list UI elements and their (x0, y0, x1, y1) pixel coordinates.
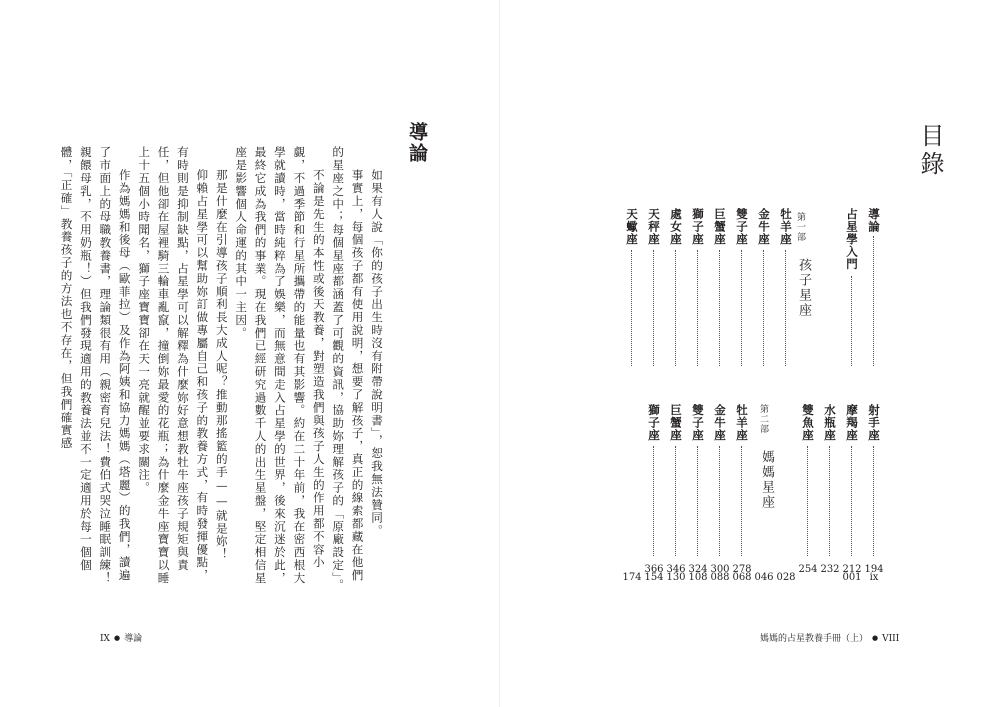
toc-leader (873, 236, 874, 366)
toc-entry-label: 巨蟹座 (669, 404, 683, 442)
essay-paragraph-4: 那是什麼在引導孩子順利長大成人呢？推動那搖籃的手——就是妳！ (214, 169, 229, 561)
toc-part-two-name: 媽媽星座 (759, 450, 774, 510)
toc-entry-label: 天秤座 (647, 208, 661, 246)
essay-paragraph-2: 事實上，每個孩子都有使用說明，想要了解孩子，真正的線索都藏在他們的星座之中；每個星座都涵蓋了可觀的資訊，協助妳理解孩子的「原廠設定」。 (331, 146, 365, 592)
toc-entry-page: 212 (842, 564, 862, 575)
toc-entry-page: 068 (732, 572, 752, 583)
toc-entry-label: 水瓶座 (823, 404, 837, 442)
toc-leader (807, 446, 808, 556)
toc-leader (697, 250, 698, 366)
toc-entry-label: 摩羯座 (845, 404, 859, 442)
toc-part-two-number: 第二部 (758, 404, 768, 434)
folio-right (760, 631, 899, 644)
toc-leader (631, 250, 632, 366)
folio-left-page-number: IX (100, 634, 110, 644)
toc-entry-page: 232 (820, 564, 840, 575)
toc-entry-label: 巨蟹座 (713, 208, 727, 246)
toc-leader (719, 446, 720, 556)
toc-leader (675, 250, 676, 366)
toc-leader (763, 250, 764, 366)
toc-entry-page: 324 (688, 564, 708, 575)
toc-entry-label: 射手座 (867, 404, 881, 442)
toc-entry-page: 130 (666, 572, 686, 583)
essay-paragraph-6: 作為媽媽和後母（歐菲拉）及作為阿姨和協力媽媽（塔麗）的我們，讀遍了市面上的母職教養書，理論類很有用（親密育兒法！費伯式哭泣睡眠訓練！親餵母乳，不用奶瓶！）但我們發現適用的教養法並不一定適用於每一個個體，「正確」教養孩子的方法也不存在，但我們確實感 (59, 146, 132, 585)
essay-paragraph-5: 仰賴占星學可以幫助妳訂做專屬自己和孩子的教養方式，有時發揮優點，有時則是抑制缺點，占星學可以解釋為什麼妳好意想教牡牛座孩子規矩與責任，但他卻在屋裡騎三輪車亂竄，撞倒妳最愛的花瓶；為什麼金牛座寶寶以睡上十五個小時聞名，獅子座寶寶卻在天一亮就醒並要求關注。 (137, 146, 210, 585)
toc-leader (653, 250, 654, 366)
toc-entry-label: 雙子座 (691, 404, 705, 442)
toc-entry-page: 108 (688, 572, 708, 583)
toc-leader (741, 250, 742, 366)
toc-part-one-name: 孩子星座 (796, 258, 811, 318)
toc-entry-label: 獅子座 (647, 404, 661, 442)
toc-entry-label: 牡羊座 (779, 208, 793, 246)
toc-entry-page: 194 (864, 564, 884, 575)
folio-left (100, 631, 142, 644)
toc-entry-page: 254 (798, 564, 818, 575)
toc-entry-page: 046 (754, 572, 774, 583)
toc-entry-page: 346 (666, 564, 686, 575)
toc-entry-label: 雙魚座 (801, 404, 815, 442)
toc-entry-label: 雙子座 (735, 208, 749, 246)
toc-leader (851, 446, 852, 556)
toc-leader (697, 446, 698, 556)
toc-entry-label: 占星學入門 (845, 208, 859, 271)
toc-leader (829, 446, 830, 556)
toc-part-one-number: 第一部 (795, 212, 805, 242)
essay-paragraph-1: 如果有人說「你的孩子出生時沒有附帶說明書」，恕我無法贊同。 (370, 169, 384, 538)
toc-entry-page: 028 (776, 572, 796, 583)
toc-entry-page: ix (869, 572, 879, 583)
toc-entry-label: 獅子座 (691, 208, 705, 246)
folio-right-book-title: 媽媽的占星教養手冊（上） (760, 634, 869, 644)
toc-title: 目錄 (916, 123, 944, 179)
essay-title: 導論 (406, 122, 428, 164)
toc-leader (675, 446, 676, 556)
folio-right-dot-icon: ● (872, 634, 879, 642)
toc-entry-page: 088 (710, 572, 730, 583)
toc-entry-page: 278 (732, 564, 752, 575)
toc-entry-label: 處女座 (669, 208, 683, 246)
toc-entry-page: 001 (842, 572, 862, 583)
toc-entry-page: 154 (644, 572, 664, 583)
toc-leader (741, 446, 742, 556)
essay-body (59, 146, 386, 594)
essay-paragraph-3: 不論是先生的本性或後天教養，對塑造我們與孩子人生的作用都不容小覷，不過季節和行星所攜帶的能量也有其影響。約在二十年前，我在密西根大學就讀時，當時純粹為了娛樂，而無意間走入占星學的世界，後來沉迷於此，最終它成為我們的事業。現在我們已經研究過數千人的出生星盤，堅定相信星座是影響個人命運的其中一主因。 (234, 146, 326, 585)
toc-entry-label: 牡羊座 (735, 404, 749, 442)
toc-entry-page: 300 (710, 564, 730, 575)
folio-left-dot-icon: ● (113, 634, 121, 642)
toc-entry-label: 金牛座 (757, 208, 771, 246)
toc-leader (785, 250, 786, 366)
toc-leader (719, 250, 720, 366)
right-page (500, 0, 1000, 707)
toc-entry-label: 金牛座 (713, 404, 727, 442)
folio-right-page-number: VIII (882, 634, 900, 644)
toc-entry-page: 174 (622, 572, 642, 583)
toc-entry-page: 366 (644, 564, 664, 575)
toc-leader (851, 276, 852, 366)
toc-entry-label: 導論 (867, 208, 881, 233)
toc-leader (653, 446, 654, 556)
toc-leader (873, 446, 874, 556)
toc-entry-label: 天蠍座 (625, 208, 639, 246)
folio-left-section: 導論 (124, 634, 143, 644)
